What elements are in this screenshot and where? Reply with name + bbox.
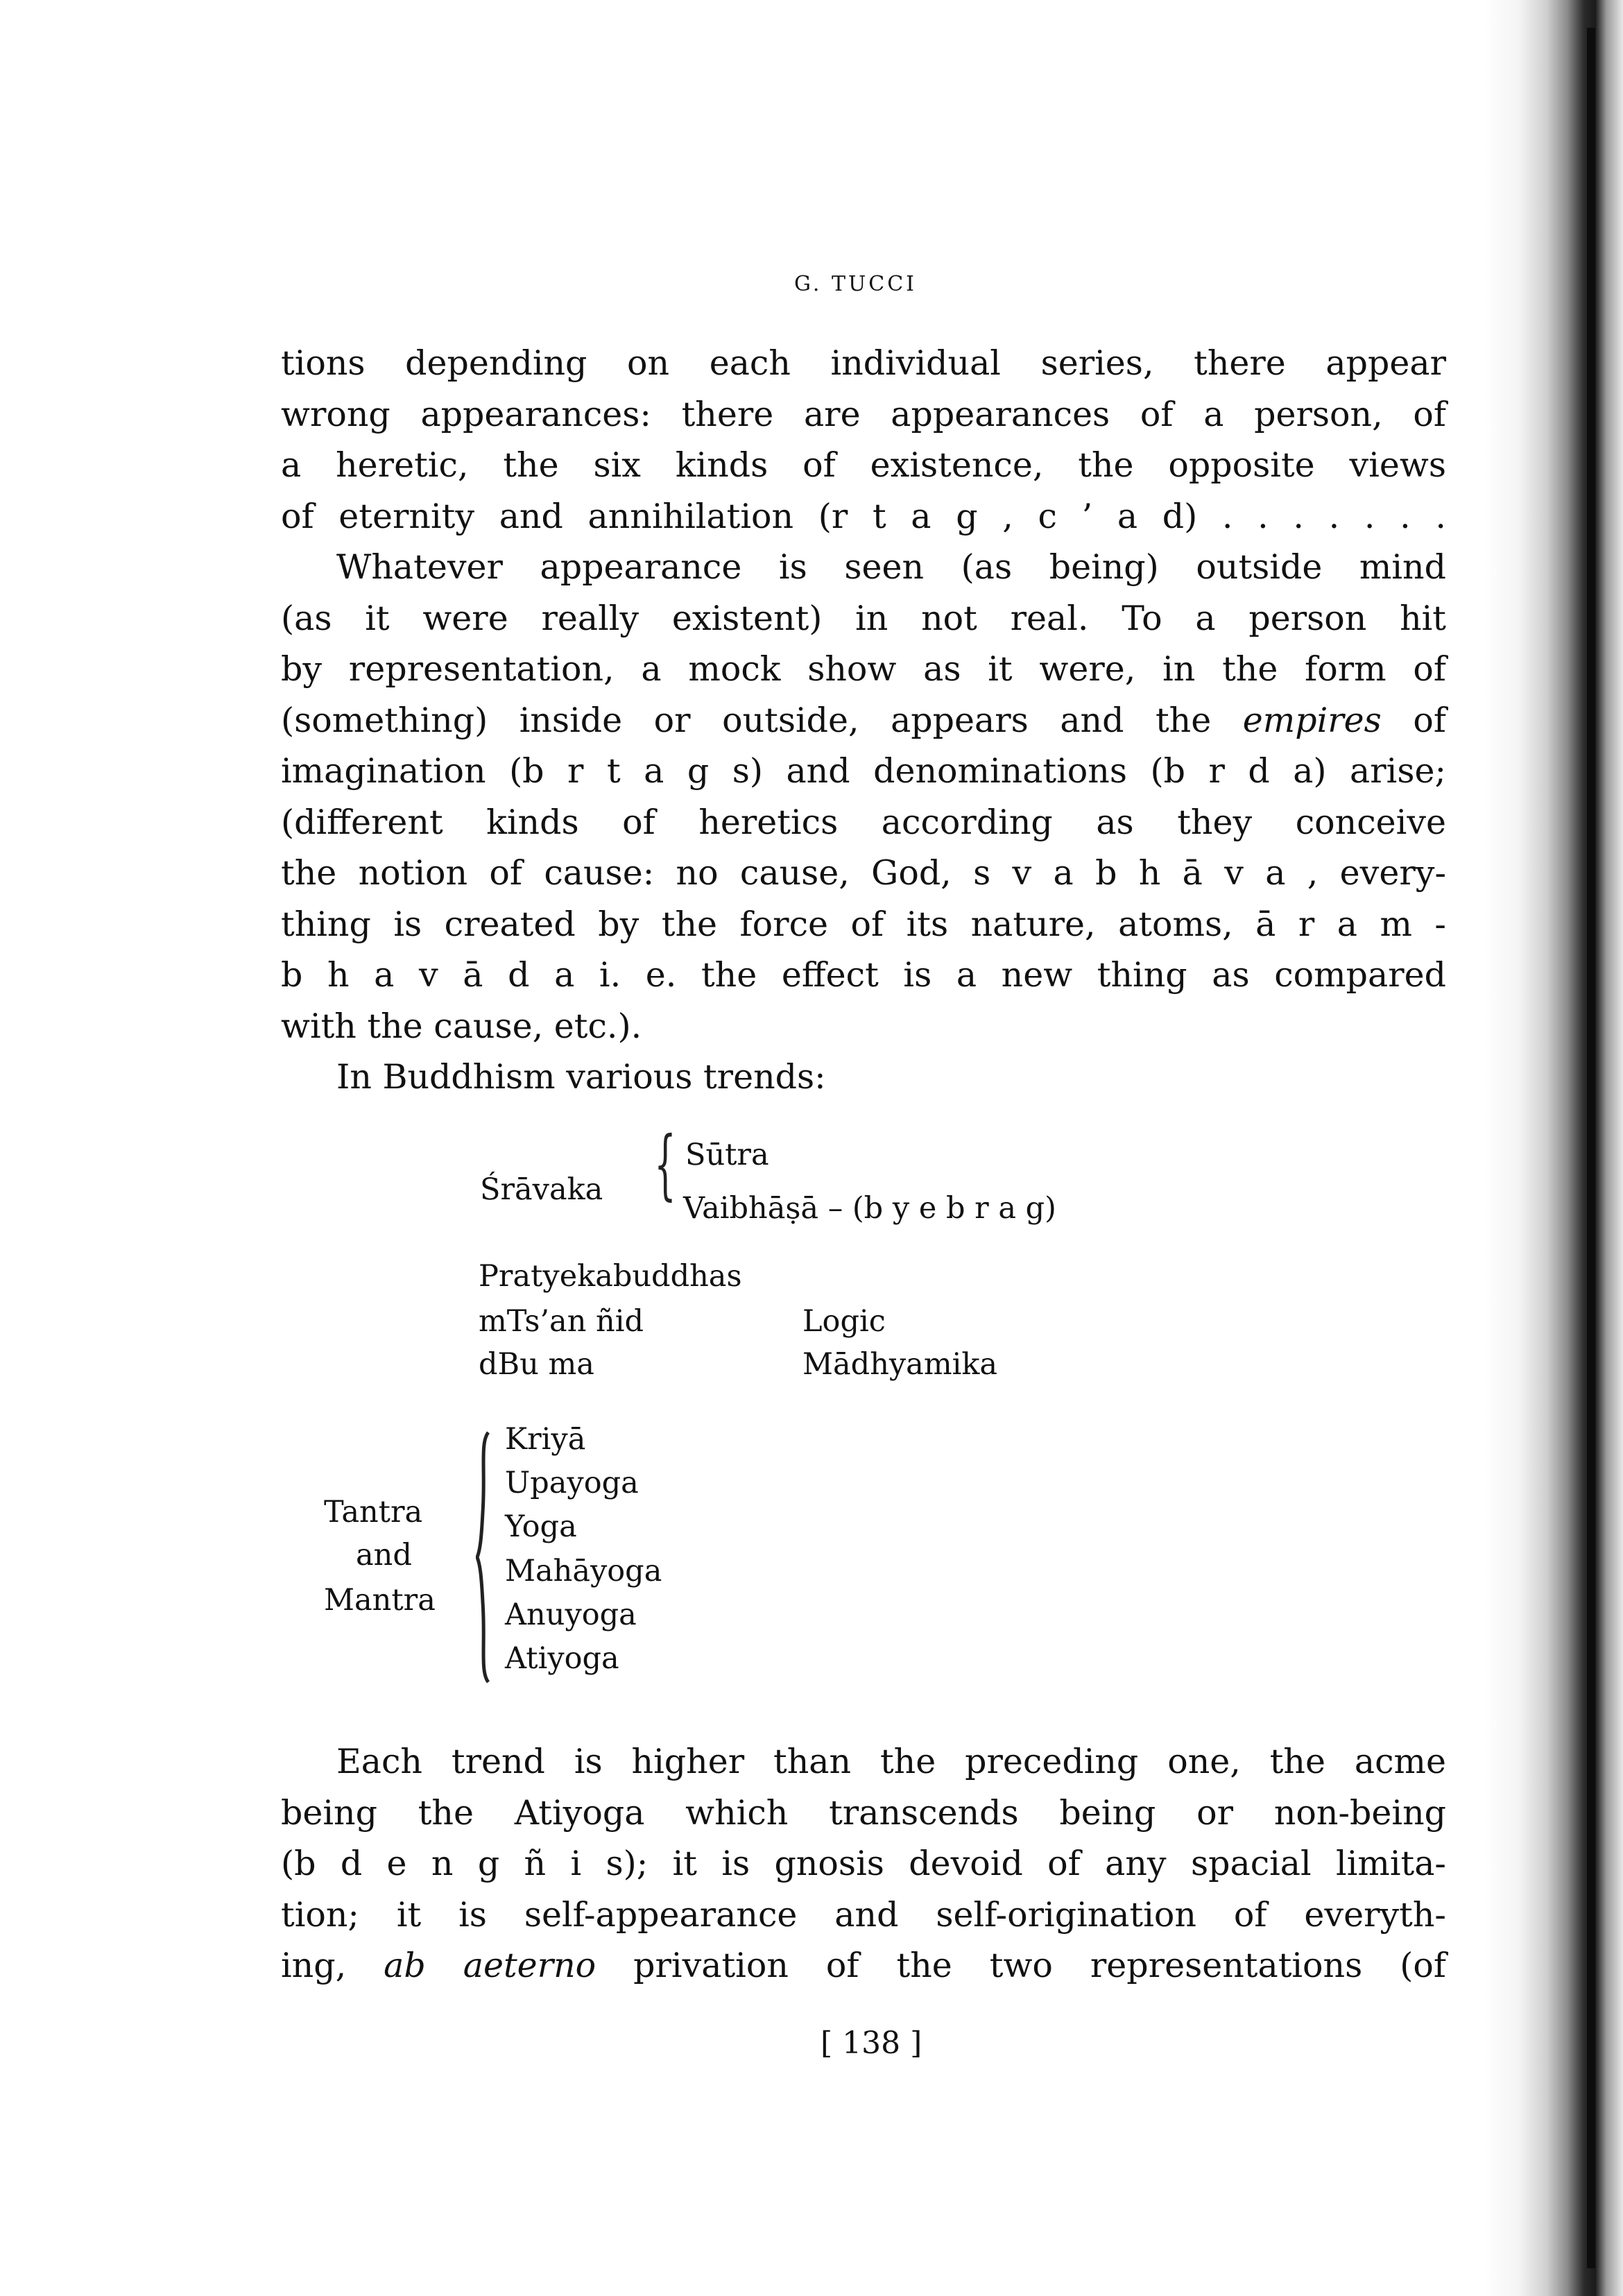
vaibhasa-item: Vaibhāṣā – (b y e b r a g) <box>683 1191 1056 1226</box>
text-line: tion; it is self-appearance and self-origination of everyth- <box>281 1894 1446 1935</box>
italic-phrase: ab aeterno <box>384 1946 596 1985</box>
paragraph-4 <box>281 1736 1446 1991</box>
text-line: imagination (b r t a g s) and denominations (b r d a) arise; <box>281 751 1446 791</box>
book-spine-edge <box>1587 28 1595 2268</box>
pratyekabuddhas-label: Pratyekabuddhas <box>479 1259 742 1294</box>
mtsan-nid-label: mTs’an ñid <box>479 1304 644 1339</box>
brace-tantra <box>476 1429 492 1686</box>
text-line: ing, ab aeterno privation of the two representations (of <box>281 1946 1447 1985</box>
dbu-ma-label: dBu ma <box>479 1347 594 1382</box>
paragraph-2 <box>281 542 1446 1052</box>
upayoga-item: Upayoga <box>505 1466 639 1500</box>
text-line: In Buddhism various trends: <box>336 1057 826 1097</box>
sravaka-label: Śrāvaka <box>480 1172 603 1207</box>
running-header: G. TUCCI <box>794 272 918 296</box>
text-line: with the cause, etc.). <box>281 1006 642 1046</box>
text-line: being the Atiyoga which transcends being or non-being <box>281 1792 1446 1833</box>
mantra-label: Mantra <box>324 1583 436 1618</box>
text-line: tions depending on each individual series, there appear <box>281 343 1446 383</box>
text-line: the notion of cause: no cause, God, s v a b h ā v a , every- <box>281 853 1446 893</box>
brace-sravaka: { <box>654 1120 676 1208</box>
yoga-item: Yoga <box>505 1509 577 1544</box>
page-number: [ 138 ] <box>821 2025 922 2061</box>
text-line: (b d e n g ñ i s); it is gnosis devoid of any spacial limita- <box>281 1844 1446 1883</box>
logic-label: Logic <box>802 1304 886 1339</box>
paragraph-1 <box>281 338 1446 542</box>
atiyoga-item: Atiyoga <box>505 1641 619 1676</box>
text-line: Whatever appearance is seen (as being) outside mind <box>336 547 1446 587</box>
and-label: and <box>356 1538 412 1573</box>
text-line: by representation, a mock show as it were, in the form of <box>281 649 1446 689</box>
italic-word: empires <box>1242 700 1382 740</box>
book-spine-shadow <box>1484 0 1623 2296</box>
text-line: of eternity and annihilation (r t a g , c ’ a d) . . . . . . . <box>281 496 1446 536</box>
paragraph-3 <box>281 1052 1446 1103</box>
madhyamika-label: Mādhyamika <box>802 1347 998 1382</box>
sutra-item: Sūtra <box>685 1138 769 1172</box>
text-line: (different kinds of heretics according as they conceive <box>281 802 1446 842</box>
text-line: (something) inside or outside, appears and the empires of <box>281 700 1446 740</box>
mahayoga-item: Mahāyoga <box>505 1554 662 1588</box>
text-line: a heretic, the six kinds of existence, the opposite views <box>281 445 1446 485</box>
tantra-label: Tantra <box>324 1495 423 1530</box>
text-line: b h a v ā d a i. e. the effect is a new thing as compared <box>281 955 1446 995</box>
text-line: Each trend is higher than the preceding one, the acme <box>336 1742 1446 1781</box>
text-line: wrong appearances: there are appearances of a person, of <box>281 394 1446 434</box>
text-line: thing is created by the force of its nature, atoms, ā r a m - <box>281 904 1446 944</box>
anuyoga-item: Anuyoga <box>505 1597 637 1632</box>
text-line: (as it were really existent) in not real. To a person hit <box>281 598 1446 638</box>
kriya-item: Kriyā <box>505 1422 586 1457</box>
